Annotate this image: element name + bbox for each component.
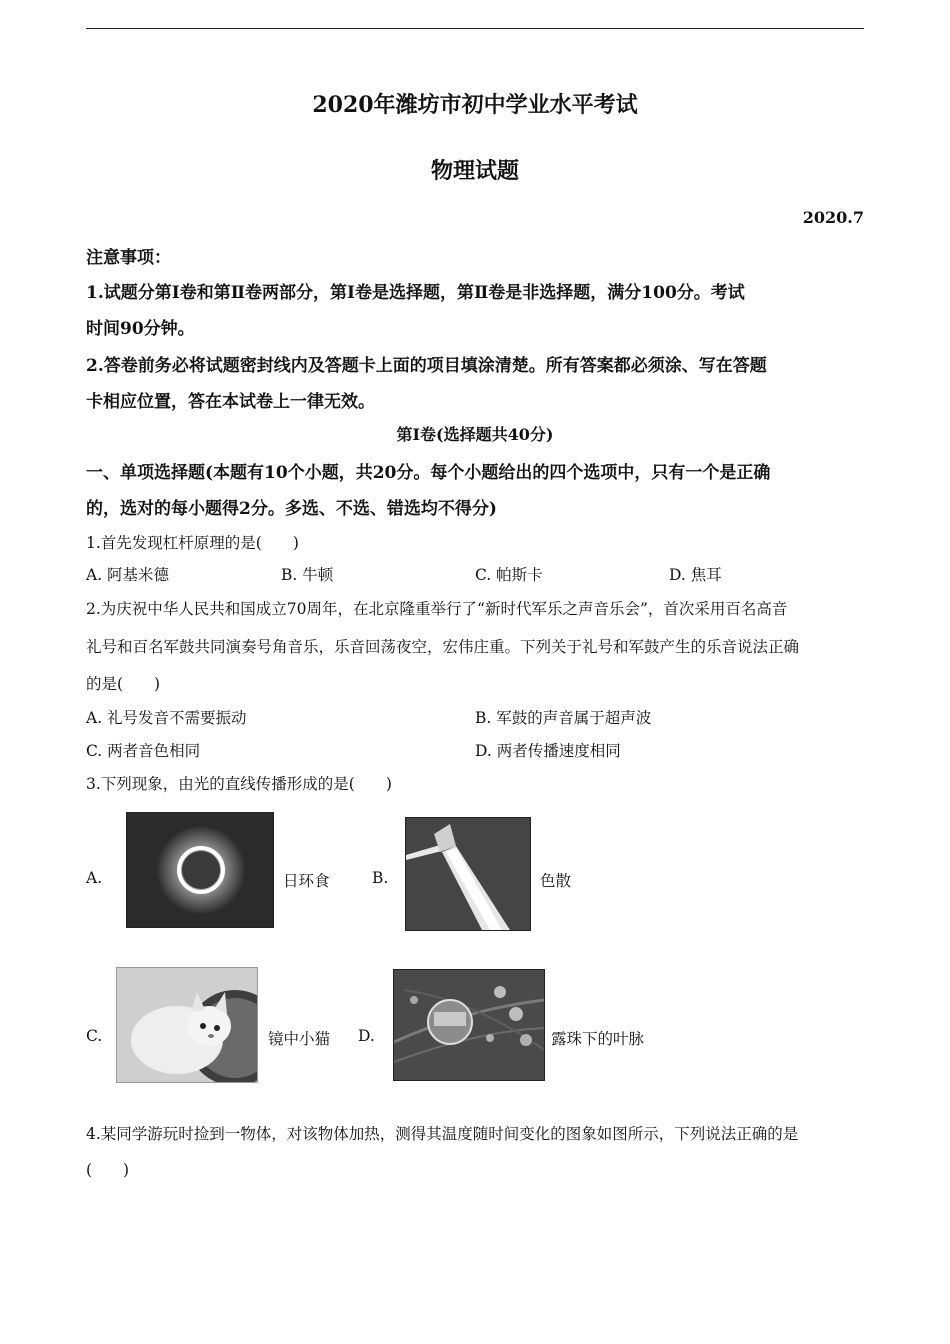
notice-item1-line2: 时间90分钟。 xyxy=(86,319,195,339)
notice-item2-line1: 2.答卷前务必将试题密封线内及答题卡上面的项目填涂清楚。所有答案都必须涂、写在答题 xyxy=(86,356,767,376)
q4-stem-line1: 4.某同学游玩时捡到一物体，对该物体加热，测得其温度随时间变化的图象如图所示，下列说法正确的是 xyxy=(86,1125,799,1143)
q1-option-c: C. 帕斯卡 xyxy=(475,566,543,584)
exam-date: 2020.7 xyxy=(802,208,864,227)
q1-option-b: B. 牛顿 xyxy=(281,566,334,584)
q3-option-c-letter: C. xyxy=(86,1027,103,1045)
q2-option-d: D. 两者传播速度相同 xyxy=(475,742,621,760)
notice-heading: 注意事项： xyxy=(86,248,171,268)
section1-instructions-line1: 一、单项选择题(本题有10个小题，共20分。每个小题给出的四个选项中，只有一个是正确 xyxy=(86,463,771,483)
section1-title: 第Ⅰ卷(选择题共40分) xyxy=(396,425,554,444)
exam-title: 2020年潍坊市初中学业水平考试 xyxy=(312,92,638,118)
q3-option-a-letter: A. xyxy=(86,869,103,887)
prism-dispersion-photo xyxy=(405,817,531,931)
q2-option-a: A. 礼号发音不需要振动 xyxy=(86,709,247,727)
q2-option-c: C. 两者音色相同 xyxy=(86,742,201,760)
q1-stem: 1.首先发现杠杆原理的是( ) xyxy=(86,534,299,552)
section1-instructions-line2: 的，选对的每小题得2分。多选、不选、错选均不得分) xyxy=(86,499,497,519)
q3-option-b-letter: B. xyxy=(372,869,389,887)
q3-option-a-caption: 日环食 xyxy=(283,872,330,890)
q3-option-d-caption: 露珠下的叶脉 xyxy=(551,1030,645,1048)
q3-option-d-letter: D. xyxy=(358,1027,375,1045)
q2-stem-line3: 的是( ) xyxy=(86,675,161,693)
q3-option-b-caption: 色散 xyxy=(540,872,572,890)
q2-stem-line2: 礼号和百名军鼓共同演奏号角音乐，乐音回荡夜空，宏伟庄重。下列关于礼号和军鼓产生的乐音说法正确 xyxy=(86,638,800,656)
q1-option-d: D. 焦耳 xyxy=(669,566,722,584)
q2-stem-line1: 2.为庆祝中华人民共和国成立70周年，在北京隆重举行了“新时代军乐之声音乐会”，首次采用百名高音 xyxy=(86,600,788,618)
q3-stem: 3.下列现象，由光的直线传播形成的是( ) xyxy=(86,775,392,793)
annular-eclipse-photo xyxy=(126,812,274,928)
q3-option-c-caption: 镜中小猫 xyxy=(268,1030,331,1048)
notice-item1-line1: 1.试题分第Ⅰ卷和第Ⅱ卷两部分，第Ⅰ卷是选择题，第Ⅱ卷是非选择题，满分100分。考试 xyxy=(86,283,745,303)
dewdrop-leaf-photo xyxy=(393,969,545,1081)
top-rule xyxy=(86,28,864,29)
q4-stem-line2: ( ) xyxy=(86,1161,130,1179)
notice-item2-line2: 卡相应位置，答在本试卷上一律无效。 xyxy=(86,392,375,412)
exam-subtitle: 物理试题 xyxy=(430,158,519,184)
cat-in-mirror-photo xyxy=(116,967,258,1083)
q2-option-b: B. 军鼓的声音属于超声波 xyxy=(475,709,652,727)
q1-option-a: A. 阿基米德 xyxy=(86,566,170,584)
